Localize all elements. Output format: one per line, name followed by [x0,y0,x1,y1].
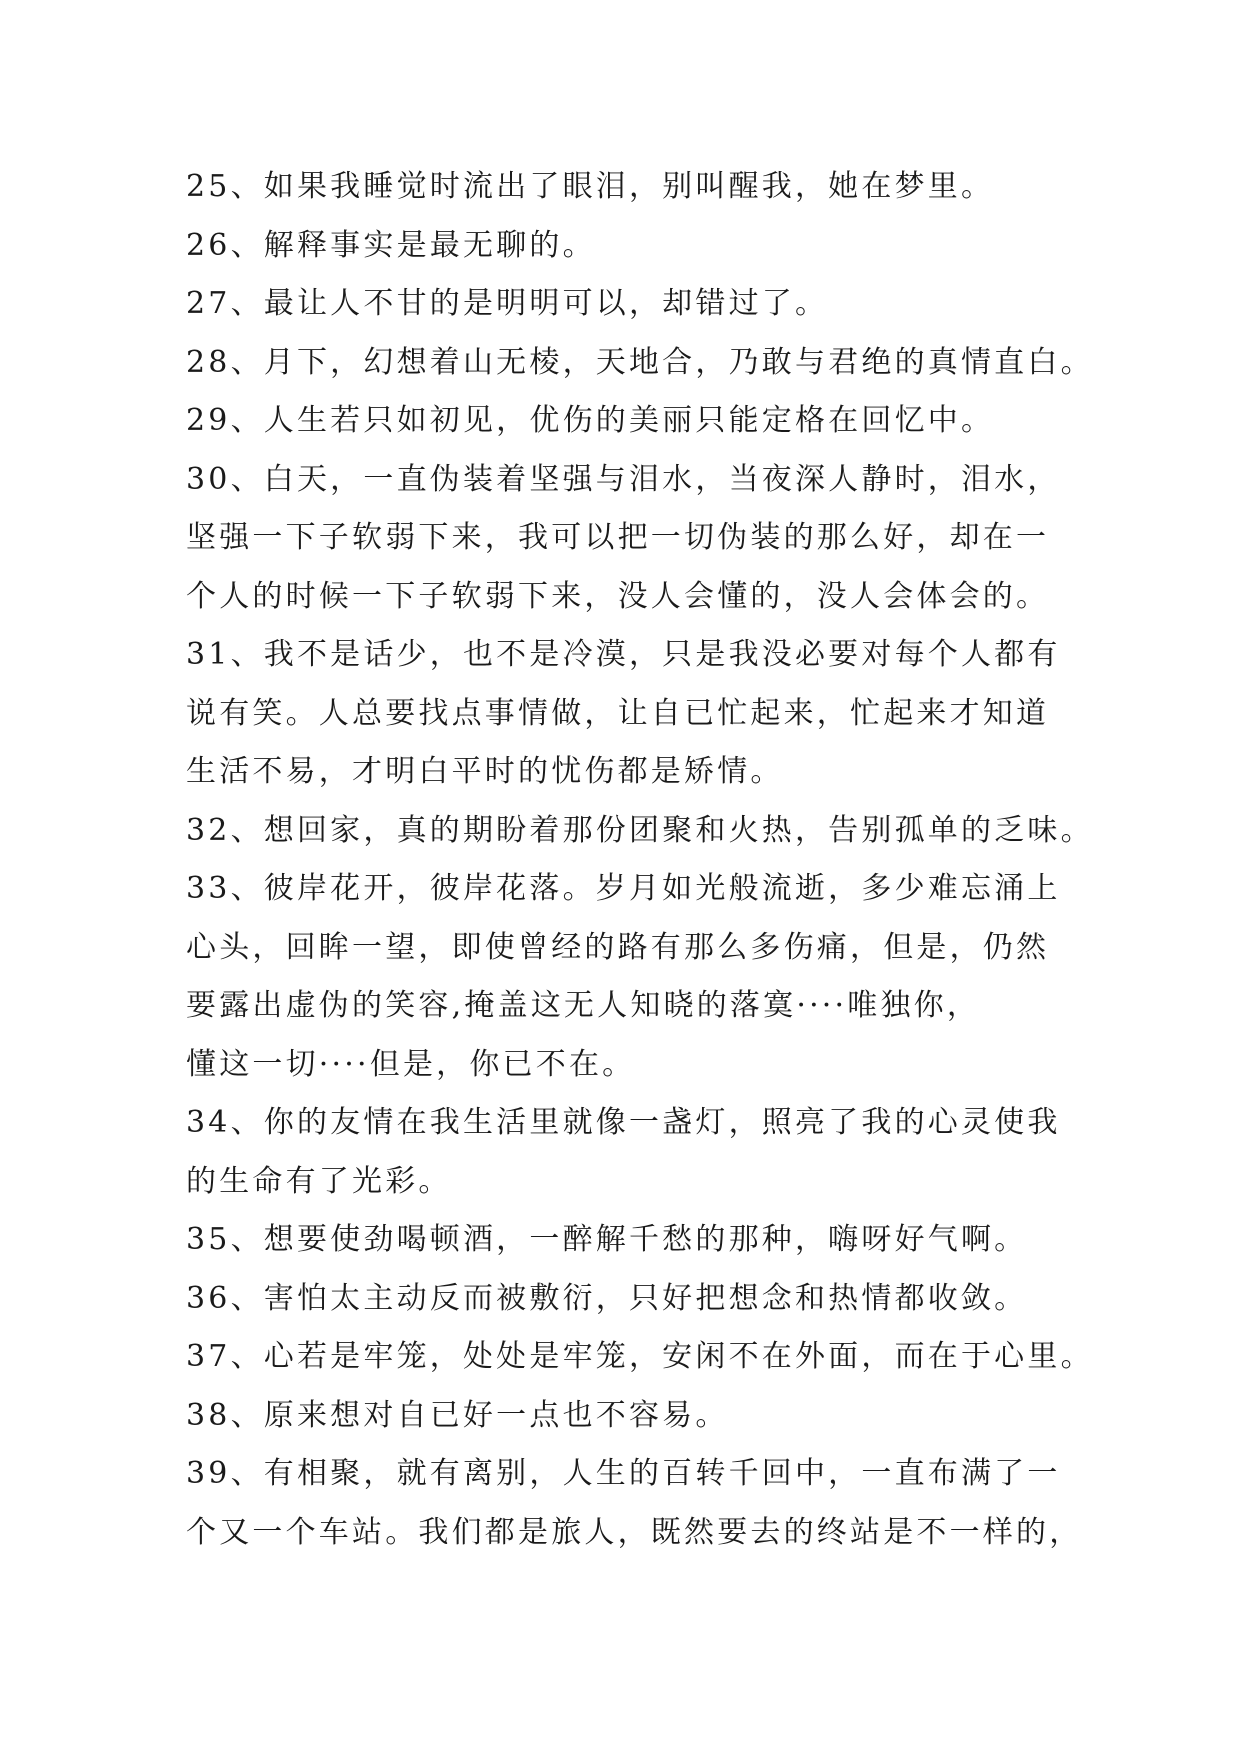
text-line: 31、我不是话少，也不是冷漠，只是我没必要对每个人都有 [186,637,1061,672]
text-line: 30、白天，一直伪装着坚强与泪水，当夜深人静时，泪水， [186,461,1061,497]
text-line: 个人的时候一下子软弱下来，没人会懂的，没人会体会的。 [186,578,1050,614]
text-line: 29、人生若只如初见，优伤的美丽只能定格在回忆中。 [186,403,995,438]
text-line: 懂这一切····但是，你已不在。 [186,1046,636,1082]
text-line: 35、想要使劲喝顿酒，一醉解千愁的那种，嗨呀好气啊。 [186,1222,1028,1257]
text-line: 37、心若是牢笼，处处是牢笼，安闲不在外面，而在于心里。 [186,1339,1094,1374]
text-line: 说有笑。人总要找点事情做，让自已忙起来，忙起来才知道 [186,695,1050,731]
text-line: 39、有相聚，就有离别，人生的百转千回中，一直布满了一 [186,1456,1061,1491]
text-line: 28、月下，幻想着山无棱，天地合，乃敢与君绝的真情直白。 [186,344,1094,380]
text-line: 坚强一下子软弱下来，我可以把一切伪装的那么好，却在一 [186,520,1050,555]
text-line: 38、原来想对自已好一点也不容易。 [186,1397,729,1433]
text-line: 27、最让人不甘的是明明可以，却错过了。 [186,286,829,321]
text-line: 25、如果我睡觉时流出了眼泪，别叫醒我，她在梦里。 [186,169,995,204]
text-line: 34、你的友情在我生活里就像一盏灯，照亮了我的心灵使我 [186,1105,1061,1140]
text-line: 36、害怕太主动反而被敷衍，只好把想念和热情都收敛。 [186,1280,1028,1316]
text-line: 要露出虚伪的笑容,掩盖这无人知晓的落寞····唯独你， [186,988,981,1023]
text-line: 生活不易，才明白平时的忧伤都是矫情。 [186,754,784,789]
text-line: 个又一个车站。我们都是旅人，既然要去的终站是不一样的， [186,1514,1083,1550]
document-body [186,158,1094,1562]
text-line: 32、想回家，真的期盼着那份团聚和火热，告别孤单的乏味。 [186,812,1094,848]
text-line: 的生命有了光彩。 [186,1163,452,1199]
text-line: 33、彼岸花开，彼岸花落。岁月如光般流逝，多少难忘涌上 [186,871,1061,906]
text-line: 心头，回眸一望，即使曾经的路有那么多伤痛，但是，仍然 [186,929,1050,965]
text-line: 26、解释事实是最无聊的。 [186,227,596,263]
